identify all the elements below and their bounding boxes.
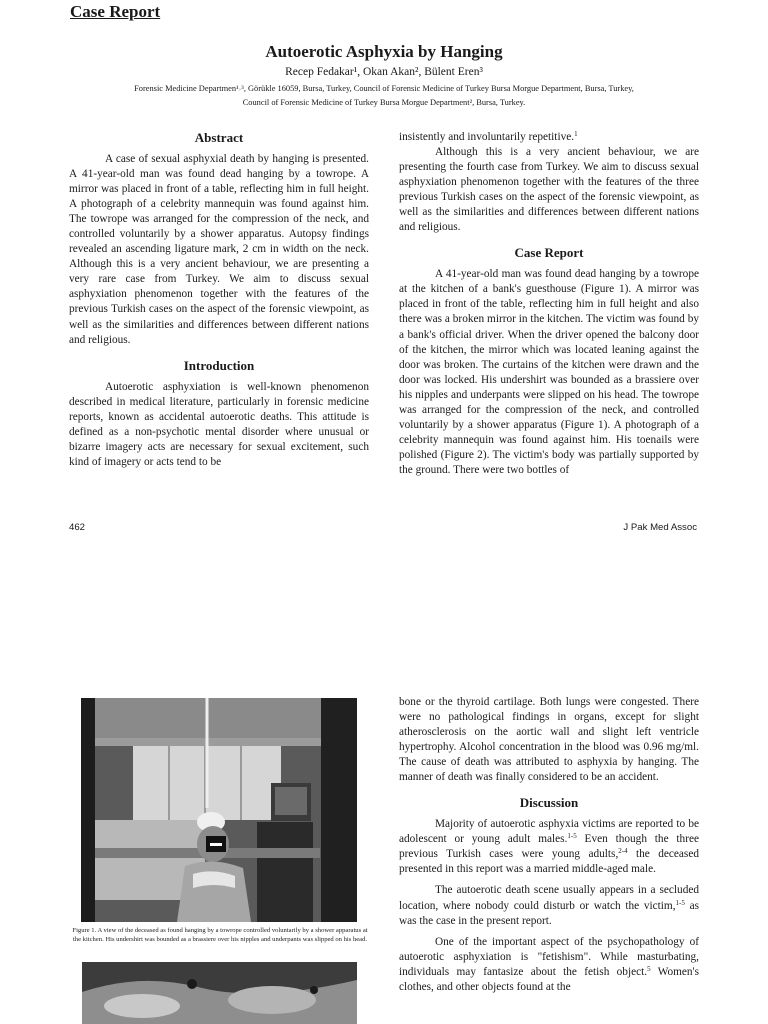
discussion-paragraph-2: The autoerotic death scene usually appears in a secluded location, where nobody could disturb or watch the victim,$^{1-5}$ as was the case in the present report. [399,884,699,927]
continued-paragraph: insistently and involuntarily repetitive.$^1$ [399,130,578,143]
figure-1-caption: Figure 1. A view of the deceased as found hanging by a towrope controlled voluntarily by a shower apparatus at the kitchen. His undershirt was bounded as a brassiere over his nipples and underpants was slipped on his head. [72,927,368,943]
aim-paragraph: Although this is a very ancient behaviour, we are presenting the fourth case from Turkey. We aim to discuss sexual asphyxiation phenomenon together with the features of the three previous Turkish cases on the aspect of the forensic viewpoint, as well as the similarities and differences between different nations and religious. [399,146,699,234]
case-report-heading: Case Report [514,245,584,261]
case-report-text: A 41-year-old man was found dead hanging by a towrope at the kitchen of a bank's guesthouse (Figure 1). A mirror was placed in front of the table, reflecting him in full height and also there was a broken mirror in the kitchen. The victim was found by a bank's official driver. When the driver opened the balcony door of the kitchen, the mirror which was located leaning against the door was broken. The curtains of the kitchen were drawn and the door was locked. His undershirt was bounded as a brassiere over his nipples and underpants were slipped on his head. The towrope was arranged for the compression of the neck, and controlled voluntarily by a shower apparatus (Figure 1). A photograph of a celebrity mannequin was found against him. His toenails were polished (Figure 2). The victim's body was partially supported by the ground. There were two bottles of [399,268,699,476]
journal-name: J Pak Med Assoc [623,522,697,533]
figure-2-photo [82,962,357,1024]
abstract-heading: Abstract [194,130,244,145]
left-column-page1 [69,129,369,470]
abstract-text: A case of sexual asphyxial death by hanging is presented. A 41-year-old man was found dead hanging by a towrope. A mirror was placed in front of a table, reflecting him in full height. A photograph of a celebrity mannequin was found against him. The towrope was arranged for the compression of the neck, and controlled voluntarily by a shower apparatus. Autopsy findings revealed an ascending ligature mark, 2 cm in width on the neck. Although this is a very ancient behaviour, we are presenting a very rare case from Turkey. We aim to discuss sexual asphyxiation phenomenon together with the features of the previous Turkish cases on the aspect of the forensic viewpoint, as well as the similarities and differences between different nations and religious. [69,153,369,346]
figure-2-illustration [82,962,357,1024]
continued-paragraph-page2: bone or the thyroid cartilage. Both lungs were congested. There were no pathological findings in organs, except for slight atherosclerosis on the aortic wall and slight left ventricle hypertrophy. Alcohol concentration in the blood was 0.96 mg/ml. The cause of death was attributed to asphyxia by hanging. The manner of death was finally considered to be an accident. [399,696,699,784]
article-title: Autoerotic Asphyxia by Hanging [265,42,503,61]
discussion-paragraph-1: Majority of autoerotic asphyxia victims are reported to be adolescent or young adult males.$^{1-5}$ Even though the three previous Turkish cases were young adults,$^{2-4}$ the deceased presented in this report was a married middle-aged male. [399,818,699,876]
introduction-heading: Introduction [183,357,255,373]
discussion-paragraph-3: One of the important aspect of the psychopathology of autoerotic asphyxiation is "fetishism". While masturbating, individuals may fantasize about the fetish object.$^5$ Women's clothes, and other objects found at the [399,935,699,993]
right-column-page2 [399,695,699,995]
reference-marker: 1 [574,130,578,138]
affiliation-line-1: Forensic Medicine Departmen¹˒³, Görükle 16059, Bursa, Turkey, Council of Forensic Medicine of Turkey Bursa Morgue Department, Bursa, Turkey, [134,84,634,93]
discussion-heading: Discussion [519,795,579,811]
figure-1-illustration [81,698,357,922]
reference-marker: 1-5 [675,898,685,907]
affiliation-line-2: Council of Forensic Medicine of Turkey Bursa Morgue Department², Bursa, Turkey. [242,98,526,107]
reference-marker: 2-4 [618,847,628,856]
reference-marker: 1-5 [567,832,577,841]
section-label: Case Report [70,2,161,21]
affiliation [70,82,698,110]
reference-marker: 5 [647,964,651,973]
right-column-page1 [399,130,699,478]
authors: Recep Fedakar¹, Okan Akan², Bülent Eren³ [285,66,483,78]
figure-1-photo [81,698,357,922]
page-number: 462 [69,522,86,533]
introduction-text: Autoerotic asphyxiation is well-known phenomenon described in medical literature, particularly in forensic medicine reports, known as accidental autoerotic deaths. This attitude is defined as a non-psychotic mental disorder where unusual or bizarre imagery acts are necessary for sexual excitement, such kind of imagery or acts tend to be [69,380,369,468]
